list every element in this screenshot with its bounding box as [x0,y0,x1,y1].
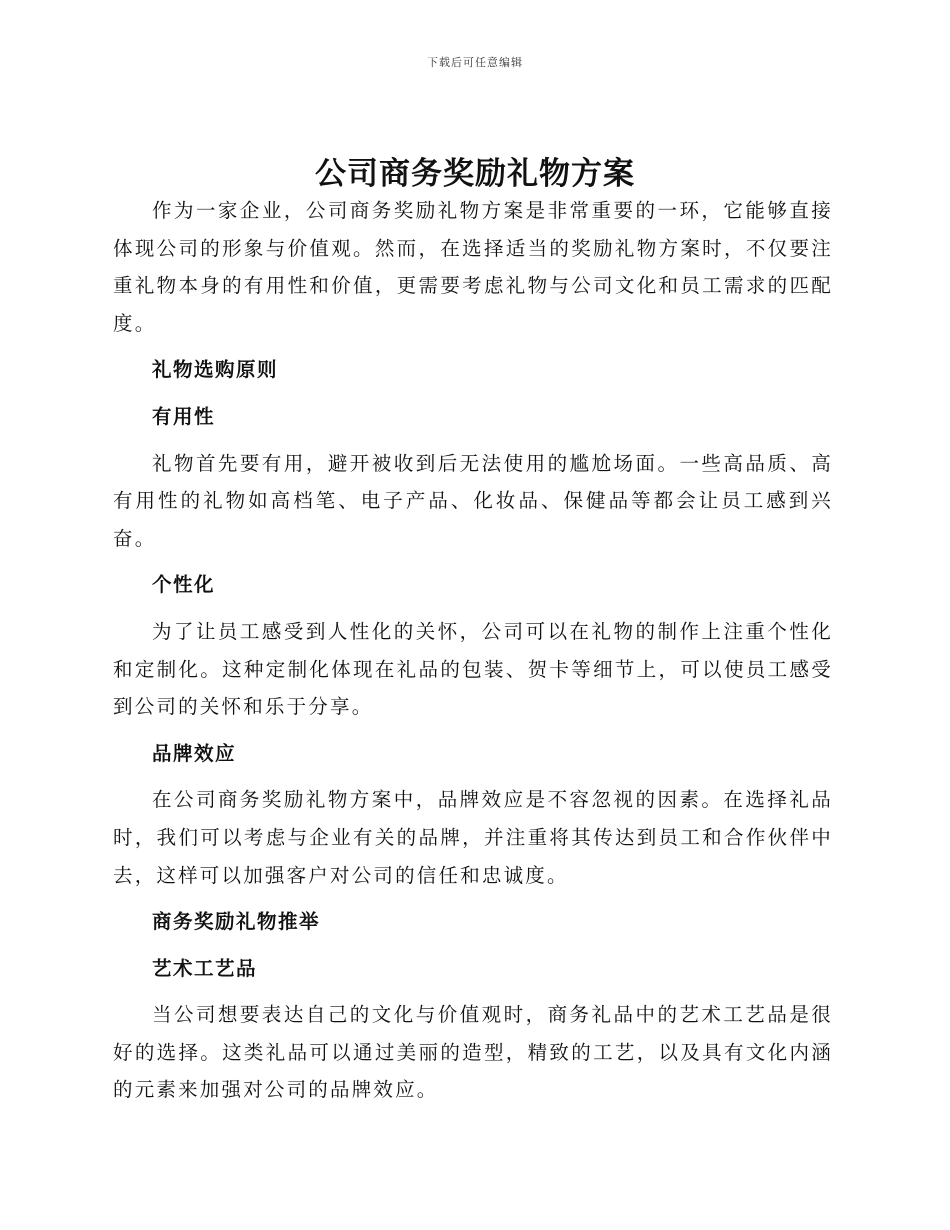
section-heading-principles: 礼物选购原则 [152,358,279,382]
document-title: 公司商务奖励礼物方案 [315,156,635,192]
paragraph-usefulness: 礼物首先要有用，避开被收到后无法使用的尴尬场面。一些高品质、高有用性的礼物如高档笔、电子产品、化妆品、保健品等都会让员工感到兴奋。 [113,451,833,550]
section-heading-recommendations: 商务奖励礼物推举 [152,910,321,934]
subheading-personalization: 个性化 [152,573,216,597]
subheading-crafts: 艺术工艺品 [152,956,258,980]
paragraph-crafts: 当公司想要表达自己的文化与价值观时，商务礼品中的艺术工艺品是很好的选择。这类礼品可以通过美丽的造型，精致的工艺，以及具有文化内涵的元素来加强对公司的品牌效应。 [113,1003,833,1102]
paragraph-personalization: 为了让员工感受到人性化的关怀，公司可以在礼物的制作上注重个性化和定制化。这种定制化体现在礼品的包装、贺卡等细节上，可以使员工感受到公司的关怀和乐于分享。 [113,619,833,719]
document-body [113,192,833,1109]
paragraph-brand-effect: 在公司商务奖励礼物方案中，品牌效应是不容忽视的因素。在选择礼品时，我们可以考虑与企业有关的品牌，并注重将其传达到员工和合作伙伴中去，这样可以加强客户对公司的信任和忠诚度。 [113,788,833,887]
header-note: 下载后可任意编辑 [427,56,523,69]
subheading-usefulness: 有用性 [152,404,216,428]
intro-paragraph: 作为一家企业，公司商务奖励礼物方案是非常重要的一环，它能够直接体现公司的形象与价值观。然而，在选择适当的奖励礼物方案时，不仅要注重礼物本身的有用性和价值，更需要考虑礼物与公司文化和员工需求的匹配度。 [113,199,833,335]
subheading-brand-effect: 品牌效应 [152,741,237,765]
